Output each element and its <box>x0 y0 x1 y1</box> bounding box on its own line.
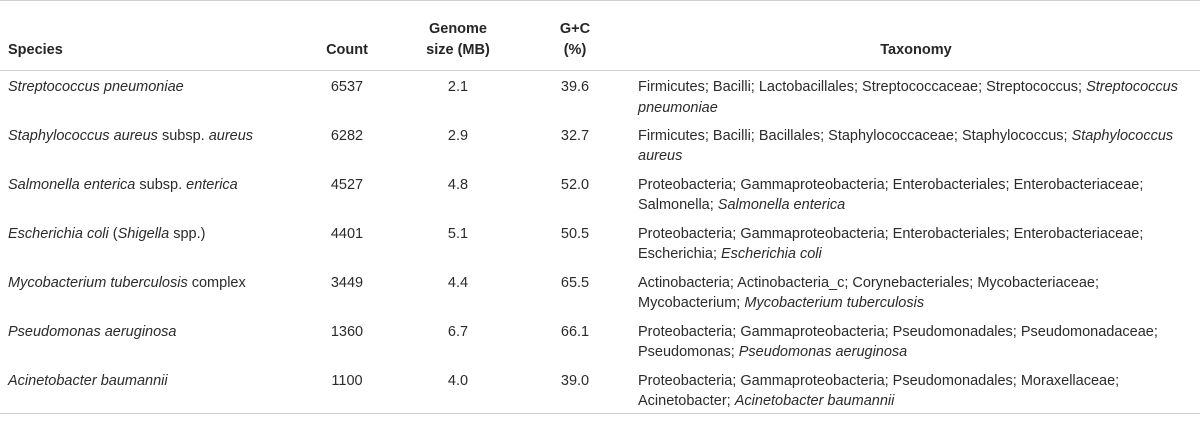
table-row <box>0 365 1200 414</box>
species-qualifier-italic: Shigella <box>117 225 170 242</box>
species-qualifier: complex <box>187 274 246 291</box>
table-row <box>0 169 1200 218</box>
species-name: Streptococcus pneumoniae <box>8 79 184 95</box>
table-row <box>0 316 1200 365</box>
species-tail: spp.) <box>169 225 206 242</box>
species-cell <box>0 365 296 414</box>
species-name: Acinetobacter baumannii <box>8 372 168 389</box>
taxonomy-cell <box>632 218 1200 267</box>
taxonomy-lineage: Firmicutes; Bacilli; Bacillales; Staphylococcaceae; Staphylococcus; <box>638 127 1068 144</box>
species-cell <box>0 316 296 365</box>
header-species <box>0 1 296 71</box>
taxonomy-lineage: Proteobacteria; Gammaproteobacteria; Pseudomonadales; Pseudomonadaceae; Pseudomonas; <box>638 323 1158 360</box>
table-row <box>0 120 1200 169</box>
count-cell: 1100 <box>331 372 363 389</box>
header-genome-line1: Genome <box>428 21 487 37</box>
species-qualifier-italic: enterica <box>186 176 238 193</box>
genome-size-cell: 2.1 <box>447 79 469 95</box>
species-cell <box>0 218 296 267</box>
taxonomy-lineage: Firmicutes; Bacilli; Lactobacillales; Streptococcaceae; Streptococcus; <box>638 79 1083 95</box>
genome-size-cell: 6.7 <box>447 323 469 340</box>
header-count <box>296 1 398 71</box>
gc-cell: 66.1 <box>560 323 590 340</box>
taxonomy-species: Pseudomonas aeruginosa <box>738 344 908 360</box>
taxonomy-lineage: Actinobacteria; Actinobacteria_c; Corynebacteriales; Mycobacteriaceae; Mycobacterium; <box>638 274 1100 311</box>
count-cell: 3449 <box>330 274 364 291</box>
taxonomy-species: Staphylococcus aureus <box>638 127 1174 164</box>
count-cell: 6282 <box>330 127 364 144</box>
header-gc-line1: G+C <box>559 21 591 37</box>
header-count-label: Count <box>326 41 368 58</box>
header-taxonomy <box>632 1 1200 71</box>
species-qualifier: ( <box>108 225 118 242</box>
count-cell: 1360 <box>330 323 364 340</box>
header-genome-line2: size (MB) <box>426 41 490 58</box>
taxonomy-cell <box>632 365 1200 414</box>
taxonomy-species: Streptococcus pneumoniae <box>638 79 1178 116</box>
table-body <box>0 71 1200 414</box>
gc-cell: 39.6 <box>560 79 590 95</box>
table-header <box>0 1 1200 71</box>
genome-size-cell: 2.9 <box>447 127 469 144</box>
count-cell: 6537 <box>330 79 364 95</box>
genome-size-cell: 4.0 <box>447 372 469 389</box>
gc-cell: 52.0 <box>560 176 590 193</box>
taxonomy-cell <box>632 71 1200 120</box>
header-species-label: Species <box>8 41 63 58</box>
species-qualifier: subsp. <box>157 127 209 144</box>
header-gc-line2: (%) <box>563 41 587 58</box>
species-qualifier: subsp. <box>135 176 187 193</box>
table-row <box>0 267 1200 316</box>
taxonomy-cell <box>632 316 1200 365</box>
species-qualifier-italic: aureus <box>208 127 254 144</box>
taxonomy-cell <box>632 267 1200 316</box>
species-name: Pseudomonas aeruginosa <box>8 323 177 340</box>
taxonomy-species: Acinetobacter baumannii <box>734 393 895 409</box>
gc-cell: 65.5 <box>560 274 590 291</box>
gc-cell: 50.5 <box>560 225 590 242</box>
count-cell: 4401 <box>330 225 364 242</box>
taxonomy-lineage: Proteobacteria; Gammaproteobacteria; Pseudomonadales; Moraxellaceae; Acinetobacter; <box>638 372 1120 409</box>
species-name: Mycobacterium tuberculosis <box>8 274 188 291</box>
header-genome-size <box>398 1 518 71</box>
genome-size-cell: 5.1 <box>447 225 469 242</box>
gc-cell: 39.0 <box>560 372 590 389</box>
taxonomy-species: Mycobacterium tuberculosis <box>744 295 925 311</box>
count-cell: 4527 <box>330 176 364 193</box>
taxonomy-lineage: Proteobacteria; Gammaproteobacteria; Enterobacteriales; Enterobacteriaceae; Escherichia; <box>638 225 1144 262</box>
taxonomy-cell <box>632 120 1200 169</box>
header-row <box>0 1 1200 71</box>
species-cell <box>0 71 296 120</box>
taxonomy-species: Salmonella enterica <box>717 197 846 213</box>
taxonomy-cell <box>632 169 1200 218</box>
genome-size-cell: 4.8 <box>447 176 469 193</box>
species-name: Escherichia coli <box>8 225 109 242</box>
taxonomy-species: Escherichia coli <box>721 246 822 262</box>
species-name: Staphylococcus aureus <box>8 127 158 144</box>
header-taxonomy-label: Taxonomy <box>880 41 952 58</box>
gc-cell: 32.7 <box>560 127 590 144</box>
species-name: Salmonella enterica <box>8 176 136 193</box>
species-cell <box>0 120 296 169</box>
species-cell <box>0 267 296 316</box>
taxonomy-lineage: Proteobacteria; Gammaproteobacteria; Enterobacteriales; Enterobacteriaceae; Salmonella; <box>638 176 1144 213</box>
table-row <box>0 71 1200 120</box>
genome-size-cell: 4.4 <box>447 274 469 291</box>
species-cell <box>0 169 296 218</box>
table-row <box>0 218 1200 267</box>
header-gc <box>518 1 632 71</box>
